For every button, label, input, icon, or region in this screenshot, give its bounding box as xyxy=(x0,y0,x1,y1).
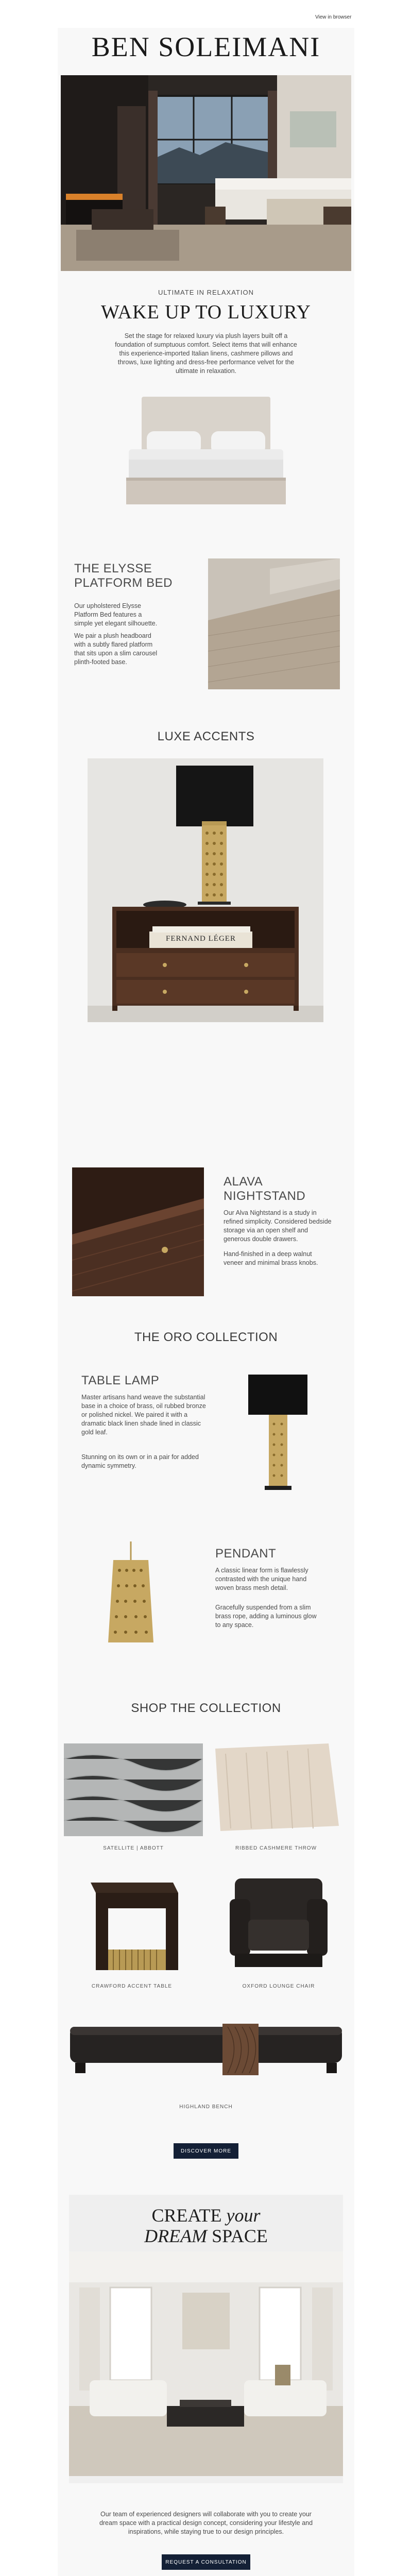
oro-lamp-para2: Stunning on its own or in a pair for added dynamic symmetry. xyxy=(81,1453,199,1469)
highland-bench-image[interactable] xyxy=(65,2016,347,2078)
crawford-table-illustration xyxy=(70,1872,194,1975)
shop-collection-title: SHOP THE COLLECTION xyxy=(131,1701,281,1715)
satellite-rug-illustration xyxy=(64,1743,203,1836)
oro-pendant-illustration xyxy=(90,1539,172,1664)
intro-body: Set the stage for relaxed luxury via plush layers built off a foundation of sumptuous comfort. Select items that will enhance this experience-imported Italian linens, cashmere pillows and throws, luxe lighting and dress-free performance velvet for the ultimate in relaxation. xyxy=(115,332,297,375)
oro-lamp-title: TABLE LAMP xyxy=(81,1374,160,1387)
dream-space-living-room-image[interactable] xyxy=(69,2251,343,2476)
alava-title xyxy=(224,1175,327,1204)
shop-item-5-label[interactable]: HIGHLAND BENCH xyxy=(179,2104,233,2110)
alava-nightstand-detail-image[interactable] xyxy=(72,1167,204,1296)
cashmere-throw-illustration xyxy=(210,1738,342,1836)
alava-title-line1: ALAVA xyxy=(224,1175,263,1189)
alava-title-line2: NIGHTSTAND xyxy=(224,1189,306,1203)
dream-space-title xyxy=(69,2205,343,2246)
email-body xyxy=(58,28,354,2576)
intro-title: WAKE UP TO LUXURY xyxy=(101,301,311,323)
oro-pendant-title: PENDANT xyxy=(215,1547,277,1561)
satellite-abbott-image[interactable] xyxy=(64,1743,203,1836)
oro-pendant-image[interactable] xyxy=(90,1539,172,1664)
elysse-title-line1: THE ELYSSE xyxy=(74,562,152,575)
elysse-bed-illustration xyxy=(118,382,294,511)
hero-bedroom-image[interactable] xyxy=(61,75,351,271)
living-room-illustration xyxy=(69,2251,343,2476)
elysse-title-line2: PLATFORM BED xyxy=(74,576,173,590)
oro-pendant-para1: A classic linear form is flawlessly contrasted with the unique hand woven brass mesh detail. xyxy=(215,1567,308,1591)
shop-item-4-label[interactable]: OXFORD LOUNGE CHAIR xyxy=(242,1984,315,1989)
luxe-nightstand-image[interactable] xyxy=(88,758,323,1022)
elysse-title xyxy=(74,562,177,590)
intro-kicker: ULTIMATE IN RELAXATION xyxy=(158,289,254,296)
alava-para1: Our Alva Nightstand is a study in refined simplicity. Considered bedside storage via an open shelf and generous double drawers. xyxy=(224,1209,332,1243)
crawford-accent-table-image[interactable] xyxy=(70,1872,194,1975)
book-title: FERNAND LÉGER xyxy=(166,935,236,943)
oro-pendant-para2: Gracefully suspended from a slim brass rope, adding a luminous glow to any space. xyxy=(215,1604,317,1629)
oxford-lounge-chair-image[interactable] xyxy=(214,1868,343,1976)
shop-item-3-label[interactable]: CRAWFORD ACCENT TABLE xyxy=(91,1984,173,1989)
oro-table-lamp-image[interactable] xyxy=(233,1367,320,1496)
request-consultation-button[interactable]: REQUEST A CONSULTATION xyxy=(162,2554,250,2570)
ribbed-cashmere-throw-image[interactable] xyxy=(210,1738,342,1836)
dream-space-body: Our team of experienced designers will collaborate with you to create your dream space with a practical design concept, considering your lifestyle and inspirations, while staying true to our design principles. xyxy=(99,2511,313,2535)
elysse-detail-illustration xyxy=(208,558,340,689)
elysse-bed-image[interactable] xyxy=(118,382,294,511)
brand-logo[interactable]: BEN SOLEIMANI xyxy=(91,31,321,62)
nightstand-lamp-illustration xyxy=(88,758,323,1022)
oro-lamp-illustration xyxy=(233,1367,320,1496)
oro-collection-title: THE ORO COLLECTION xyxy=(134,1330,278,1344)
oxford-chair-illustration xyxy=(214,1868,343,1976)
hero-bedroom-illustration xyxy=(61,75,351,271)
oro-lamp-para1: Master artisans hand weave the substantial base in a choice of brass, oil rubbed bronze or polished nickel. We paired it with a dramatic black linen shade lined in classic gold leaf. xyxy=(81,1394,206,1436)
dream-title-part1: CREATE xyxy=(151,2205,227,2226)
dream-title-part3: DREAM xyxy=(144,2226,208,2246)
highland-bench-illustration xyxy=(65,2016,347,2078)
discover-more-button[interactable]: DISCOVER MORE xyxy=(174,2143,238,2159)
shop-item-1-label[interactable]: SATELLITE | ABBOTT xyxy=(103,1845,164,1851)
elysse-detail-image[interactable] xyxy=(208,558,340,689)
dream-title-part2: your xyxy=(226,2205,261,2226)
alava-para2: Hand-finished in a deep walnut veneer and minimal brass knobs. xyxy=(224,1250,318,1266)
elysse-para2: We pair a plush headboard with a subtly flared platform that sits upon a slim carousel plinth-footed base. xyxy=(74,632,158,666)
luxe-accents-title: LUXE ACCENTS xyxy=(157,730,255,743)
alava-detail-illustration xyxy=(72,1167,204,1296)
dream-space-panel xyxy=(69,2195,343,2483)
dream-title-part4: SPACE xyxy=(207,2226,268,2246)
elysse-para1: Our upholstered Elysse Platform Bed features a simple yet elegant silhouette. xyxy=(74,602,158,627)
shop-item-2-label[interactable]: RIBBED CASHMERE THROW xyxy=(235,1845,317,1851)
view-in-browser-link[interactable]: View in browser xyxy=(315,14,352,20)
